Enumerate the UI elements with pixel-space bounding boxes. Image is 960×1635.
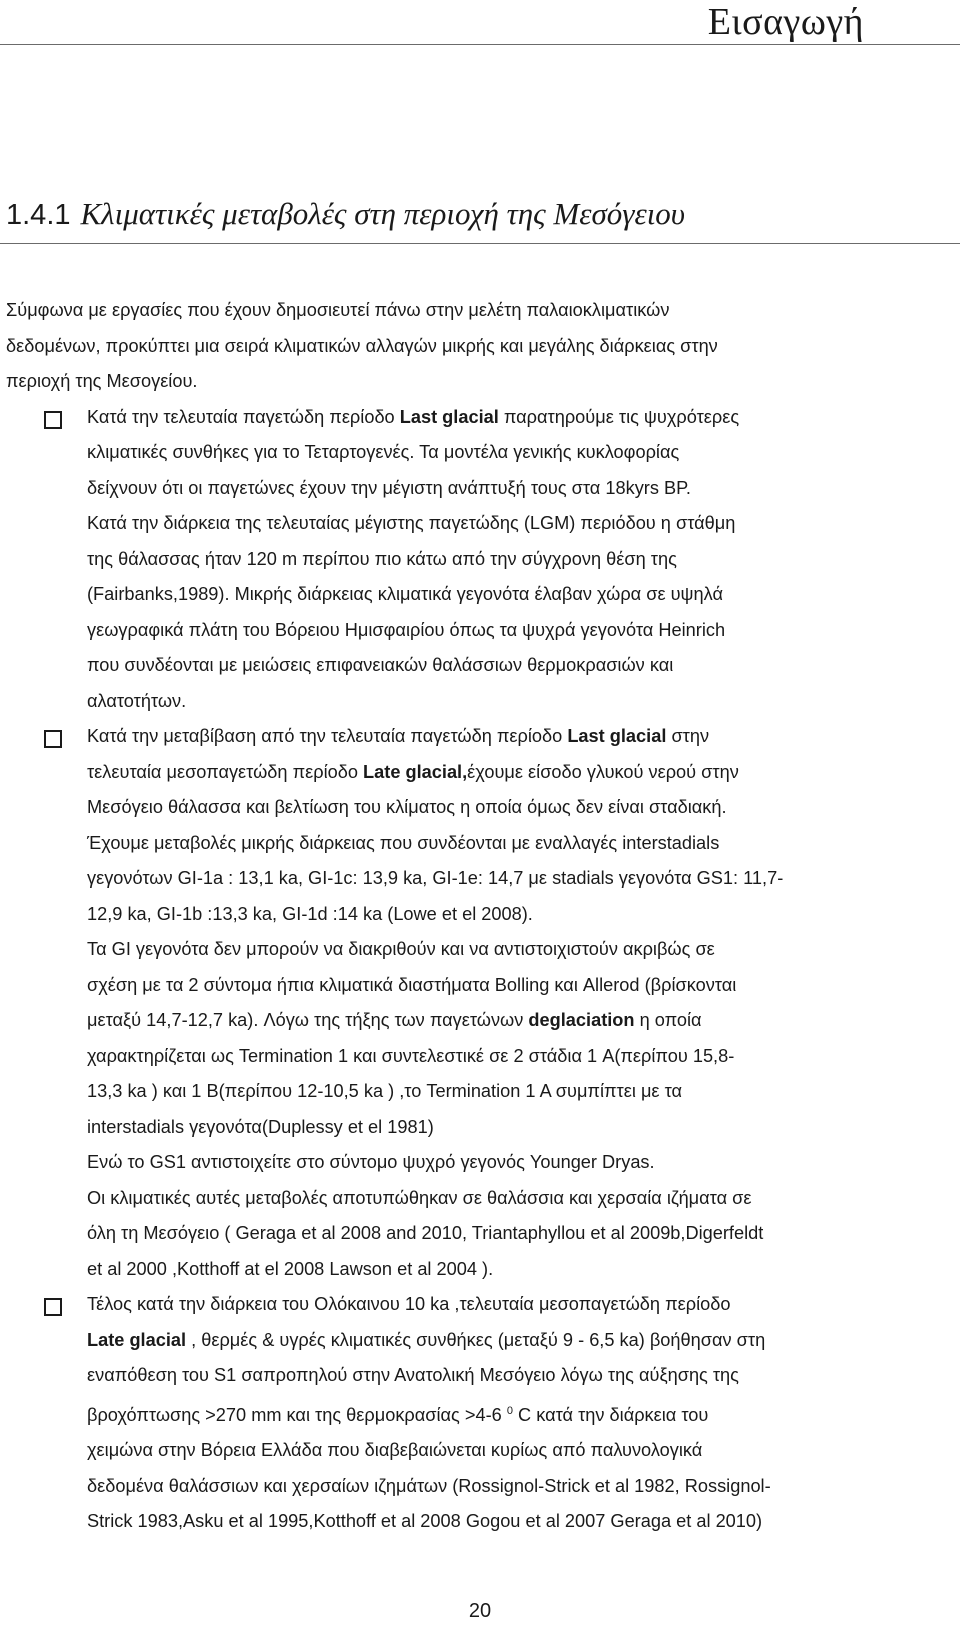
section-number: 1.4.1: [6, 199, 71, 231]
text-line: μεταξύ 14,7-12,7 ka). Λόγω της τήξης των παγετώνων deglaciation η οποία: [87, 1010, 702, 1030]
bold-term: Last glacial: [567, 726, 667, 746]
text-line: Strick 1983,Asku et al 1995,Kotthoff et al 2008 Gogou et al 2007 Geraga et al 2010): [87, 1511, 763, 1531]
bold-term: deglaciation: [528, 1010, 635, 1030]
text-line: interstadials γεγονότα(Duplessy et el 1981): [87, 1116, 434, 1137]
text-line: δεδομένα θαλάσσιων και χερσαίων ιζημάτων (Rossignol-Strick et al 1982, Rossignol-: [87, 1475, 771, 1496]
text-line: Τα GI γεγονότα δεν μπορούν να διακριθούν και να αντιστοιχιστούν ακριβώς σε: [87, 939, 715, 959]
text-line: et al 2000 ,Kotthoff at el 2008 Lawson et al 2004 ).: [87, 1258, 494, 1279]
text-line: γεωγραφικά πλάτη του Βόρειου Ημισφαιρίου όπως τα ψυχρά γεγονότα Heinrich: [87, 619, 726, 640]
bullet-item: [6, 1287, 946, 1540]
text-line: (Fairbanks,1989). Μικρής διάρκειας κλιματικά γεγονότα έλαβαν χώρα σε υψηλά: [87, 584, 723, 604]
text-line: εναπόθεση του S1 σαπροπηλού στην Ανατολική Μεσόγειο λόγω της αύξησης της: [87, 1365, 739, 1385]
text-line: της θάλασσας ήταν 120 m περίπου πιο κάτω από την σύγχρονη θέση της: [87, 548, 677, 569]
text-line: Έχουμε μεταβολές μικρής διάρκειας που συνδέονται με εναλλαγές interstadials: [87, 832, 720, 853]
text-line: Κατά την τελευταία παγετώδη περίοδο Last glacial παρατηρούμε τις ψυχρότερες: [87, 406, 740, 427]
text-line: 13,3 ka ) και 1 B(περίπου 12-10,5 ka ) ,το Termination 1 A συμπίπτει με τα: [87, 1081, 683, 1101]
bold-term: Last glacial: [399, 406, 499, 427]
text-line: χαρακτηρίζεται ως Termination 1 και συντελεστικέ σε 2 στάδια 1 A(περίπου 15,8-: [87, 1045, 735, 1066]
text-line: Τέλος κατά την διάρκεια του Ολόκαινου 10 ka ,τελευταία μεσοπαγετώδη περίοδο: [87, 1294, 731, 1314]
body-text: [6, 293, 946, 1540]
section-rule: [0, 243, 960, 244]
text-line: αλατοτήτων.: [87, 690, 187, 711]
text-line: Οι κλιματικές αυτές μεταβολές αποτυπώθηκαν σε θαλάσσια και χερσαία ιζήματα σε: [87, 1187, 752, 1208]
checkbox-bullet-icon: [44, 411, 62, 429]
text-line: Μεσόγειο θάλασσα και βελτίωση του κλίματος η οποία όμως δεν είναι σταδιακή.: [87, 797, 727, 817]
text-line: Ενώ το GS1 αντιστοιχείτε στο σύντομο ψυχρό γεγονός Younger Dryas.: [87, 1152, 655, 1172]
bullet-item: [6, 719, 946, 1287]
text-line: βροχόπτωσης >270 mm και της θερμοκρασίας >4-6 $^0$ C κατά την διάρκεια του: [87, 1404, 709, 1425]
checkbox-bullet-icon: [44, 730, 62, 748]
bold-term: Late glacial,: [363, 761, 468, 782]
superscript-degree: 0: [506, 1404, 513, 1417]
section-heading: [6, 196, 685, 232]
text-line: Κατά την διάρκεια της τελευταίας μέγιστης παγετώδης (LGM) περιόδου η στάθμη: [87, 513, 736, 533]
text-line: περιοχή της Μεσογείου.: [6, 371, 198, 391]
intro-paragraph: [6, 293, 946, 400]
text-line: Σύμφωνα με εργασίες που έχουν δημοσιευτεί πάνω στην μελέτη παλαιοκλιματικών: [6, 300, 670, 320]
text-line: κλιματικές συνθήκες για το Τεταρτογενές. Τα μοντέλα γενικής κυκλοφορίας: [87, 442, 680, 462]
text-line: χειμώνα στην Βόρεια Ελλάδα που διαβεβαιώνεται κυρίως από παλυνολογικά: [87, 1440, 703, 1460]
running-head: Εισαγωγή: [707, 1, 864, 43]
section-title: Κλιματικές μεταβολές στη περιοχή της Μεσόγειου: [80, 196, 686, 231]
text-line: που συνδέονται με μειώσεις επιφανειακών θαλάσσιων θερμοκρασιών και: [87, 655, 674, 675]
bold-term: Late glacial: [87, 1329, 187, 1350]
header-rule: [0, 44, 960, 45]
text-line: Κατά την μεταβίβαση από την τελευταία παγετώδη περίοδο Last glacial στην: [87, 726, 710, 746]
text-line: τελευταία μεσοπαγετώδη περίοδο Late glacial,έχουμε είσοδο γλυκού νερού στην: [87, 761, 739, 782]
text-line: δεδομένων, προκύπτει μια σειρά κλιματικών αλλαγών μικρής και μεγάλης διάρκειας στην: [6, 335, 718, 356]
text-line: γεγονότων GI-1a : 13,1 ka, GI-1c: 13,9 ka, GI-1e: 14,7 με stadials γεγονότα GS1: 11,7-: [87, 868, 784, 888]
text-line: 12,9 ka, GI-1b :13,3 ka, GI-1d :14 ka (Lowe et el 2008).: [87, 903, 533, 924]
text-line: όλη τη Μεσόγειο ( Geraga et al 2008 and 2010, Triantaphyllou et al 2009b,Digerfeldt: [87, 1223, 764, 1243]
text-line: δείχνουν ότι οι παγετώνες έχουν την μέγιστη ανάπτυξή τους στα 18kyrs BP.: [87, 477, 691, 498]
text-line: σχέση με τα 2 σύντομα ήπια κλιματικά διαστήματα Bolling και Allerod (βρίσκονται: [87, 974, 737, 995]
checkbox-bullet-icon: [44, 1298, 62, 1316]
page-number: 20: [468, 1600, 492, 1622]
bullet-item: [6, 400, 946, 720]
text-line: Late glacial , θερμές & υγρές κλιματικές συνθήκες (μεταξύ 9 - 6,5 ka) βοήθησαν στη: [87, 1329, 766, 1350]
